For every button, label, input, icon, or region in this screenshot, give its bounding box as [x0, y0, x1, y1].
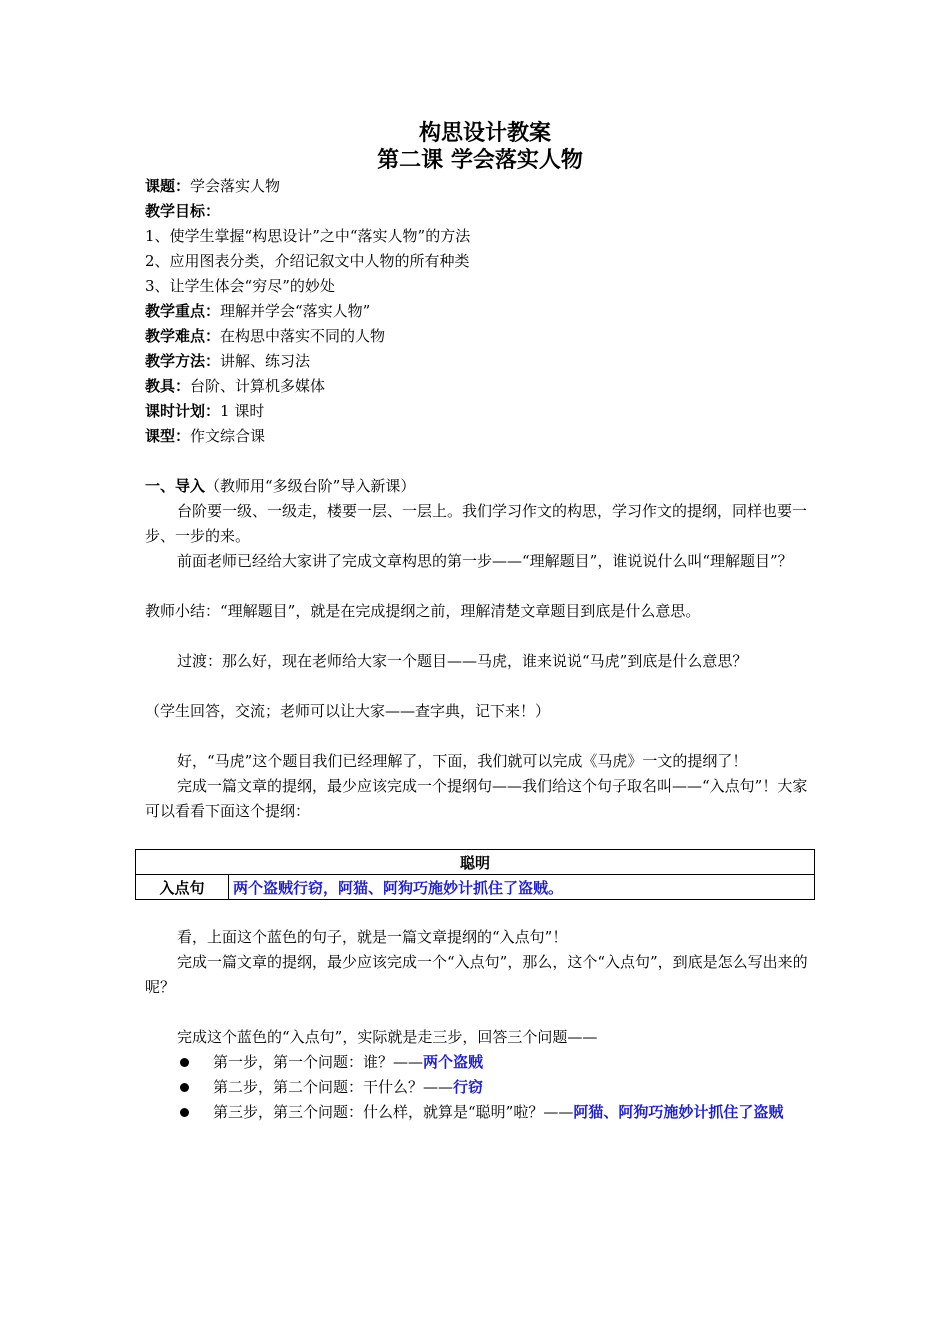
paragraph: 看，上面这个蓝色的句子，就是一篇文章提纲的“入点句”！ — [177, 928, 568, 946]
list-item — [145, 1075, 815, 1100]
paragraph: 完成一篇文章的提纲，最少应该完成一个“入点句”，那么，这个“入点句”，到底是怎么写出来的呢？ — [145, 953, 808, 996]
paragraph: 完成一篇文章的提纲，最少应该完成一个提纲句——我们给这个句子取名叫——“入点句”！大家可以看看下面这个提纲： — [145, 777, 808, 820]
document-title — [145, 120, 815, 174]
outline-row-value: 两个盗贼行窃，阿猫、阿狗巧施妙计抓住了盗贼。 — [229, 875, 815, 900]
tools-label: 教具： — [145, 377, 191, 395]
method-value: 讲解、练习法 — [220, 352, 311, 370]
steps-list — [145, 1050, 815, 1125]
outline-row-label: 入点句 — [136, 875, 229, 900]
step-text: 第三步，第三个问题：什么样，就算是“聪明”啦？—— — [213, 1103, 574, 1121]
outline-header: 聪明 — [136, 850, 815, 875]
method-row — [145, 349, 815, 374]
step-text: 第一步，第一个问题：谁？—— — [213, 1053, 424, 1071]
topic-value: 学会落实人物 — [190, 177, 281, 195]
bullet-icon — [180, 1108, 189, 1117]
difficulty-row — [145, 324, 815, 349]
section-heading-row — [145, 474, 815, 499]
list-item — [145, 1100, 815, 1125]
section-heading-note: （教师用“多级台阶”导入新课） — [205, 477, 416, 495]
topic-label: 课题： — [145, 177, 191, 195]
goal-item: 2、应用图表分类，介绍记叙文中人物的所有种类 — [145, 252, 470, 270]
paragraph: 前面老师已经给大家讲了完成文章构思的第一步——“理解题目”，谁说说什么叫“理解题目”？ — [177, 552, 793, 570]
goal-item: 1、使学生掌握“构思设计”之中“落实人物”的方法 — [145, 227, 471, 245]
type-label: 课型： — [145, 427, 191, 445]
type-row — [145, 424, 815, 449]
method-label: 教学方法： — [145, 352, 221, 370]
paragraph: 完成这个蓝色的“入点句”，实际就是走三步，回答三个问题—— — [177, 1028, 598, 1046]
paragraph: 过渡：那么好，现在老师给大家一个题目——马虎，谁来说说“马虎”到底是什么意思？ — [177, 652, 748, 670]
hours-label: 课时计划： — [145, 402, 221, 420]
focus-label: 教学重点： — [145, 302, 221, 320]
list-item — [145, 1050, 815, 1075]
title-line-1: 构思设计教案 — [418, 120, 551, 146]
tools-row — [145, 374, 815, 399]
hours-value: 1 课时 — [220, 402, 265, 420]
focus-row — [145, 299, 815, 324]
outline-table — [135, 849, 815, 900]
goal-label: 教学目标： — [145, 202, 221, 220]
section-heading: 一、导入 — [145, 477, 206, 495]
table-row — [136, 875, 815, 900]
hours-row — [145, 399, 815, 424]
paragraph: 台阶要一级、一级走，楼要一层、一层上。我们学习作文的构思，学习作文的提纲，同样也要一步、一步的来。 — [145, 502, 808, 545]
step-answer: 两个盗贼 — [423, 1053, 484, 1071]
step-text: 第二步，第二个问题：干什么？—— — [213, 1078, 454, 1096]
paragraph: 好，“马虎”这个题目我们已经理解了，下面，我们就可以完成《马虎》一文的提纲了！ — [177, 752, 748, 770]
focus-value: 理解并学会“落实人物” — [220, 302, 371, 320]
step-answer: 行窃 — [453, 1078, 484, 1096]
document-page — [145, 120, 815, 1125]
table-row — [136, 850, 815, 875]
paragraph: （学生回答，交流；老师可以让大家——查字典，记下来！） — [145, 702, 551, 720]
difficulty-label: 教学难点： — [145, 327, 221, 345]
topic-row — [145, 174, 815, 199]
bullet-icon — [180, 1083, 189, 1092]
paragraph: 教师小结：“理解题目”，就是在完成提纲之前，理解清楚文章题目到底是什么意思。 — [145, 602, 701, 620]
title-line-2: 第二课 学会落实人物 — [377, 147, 583, 173]
tools-value: 台阶、计算机多媒体 — [190, 377, 326, 395]
goal-item: 3、让学生体会“穷尽”的妙处 — [145, 277, 335, 295]
difficulty-value: 在构思中落实不同的人物 — [220, 327, 386, 345]
type-value: 作文综合课 — [190, 427, 266, 445]
bullet-icon — [180, 1058, 189, 1067]
step-answer: 阿猫、阿狗巧施妙计抓住了盗贼 — [573, 1103, 784, 1121]
